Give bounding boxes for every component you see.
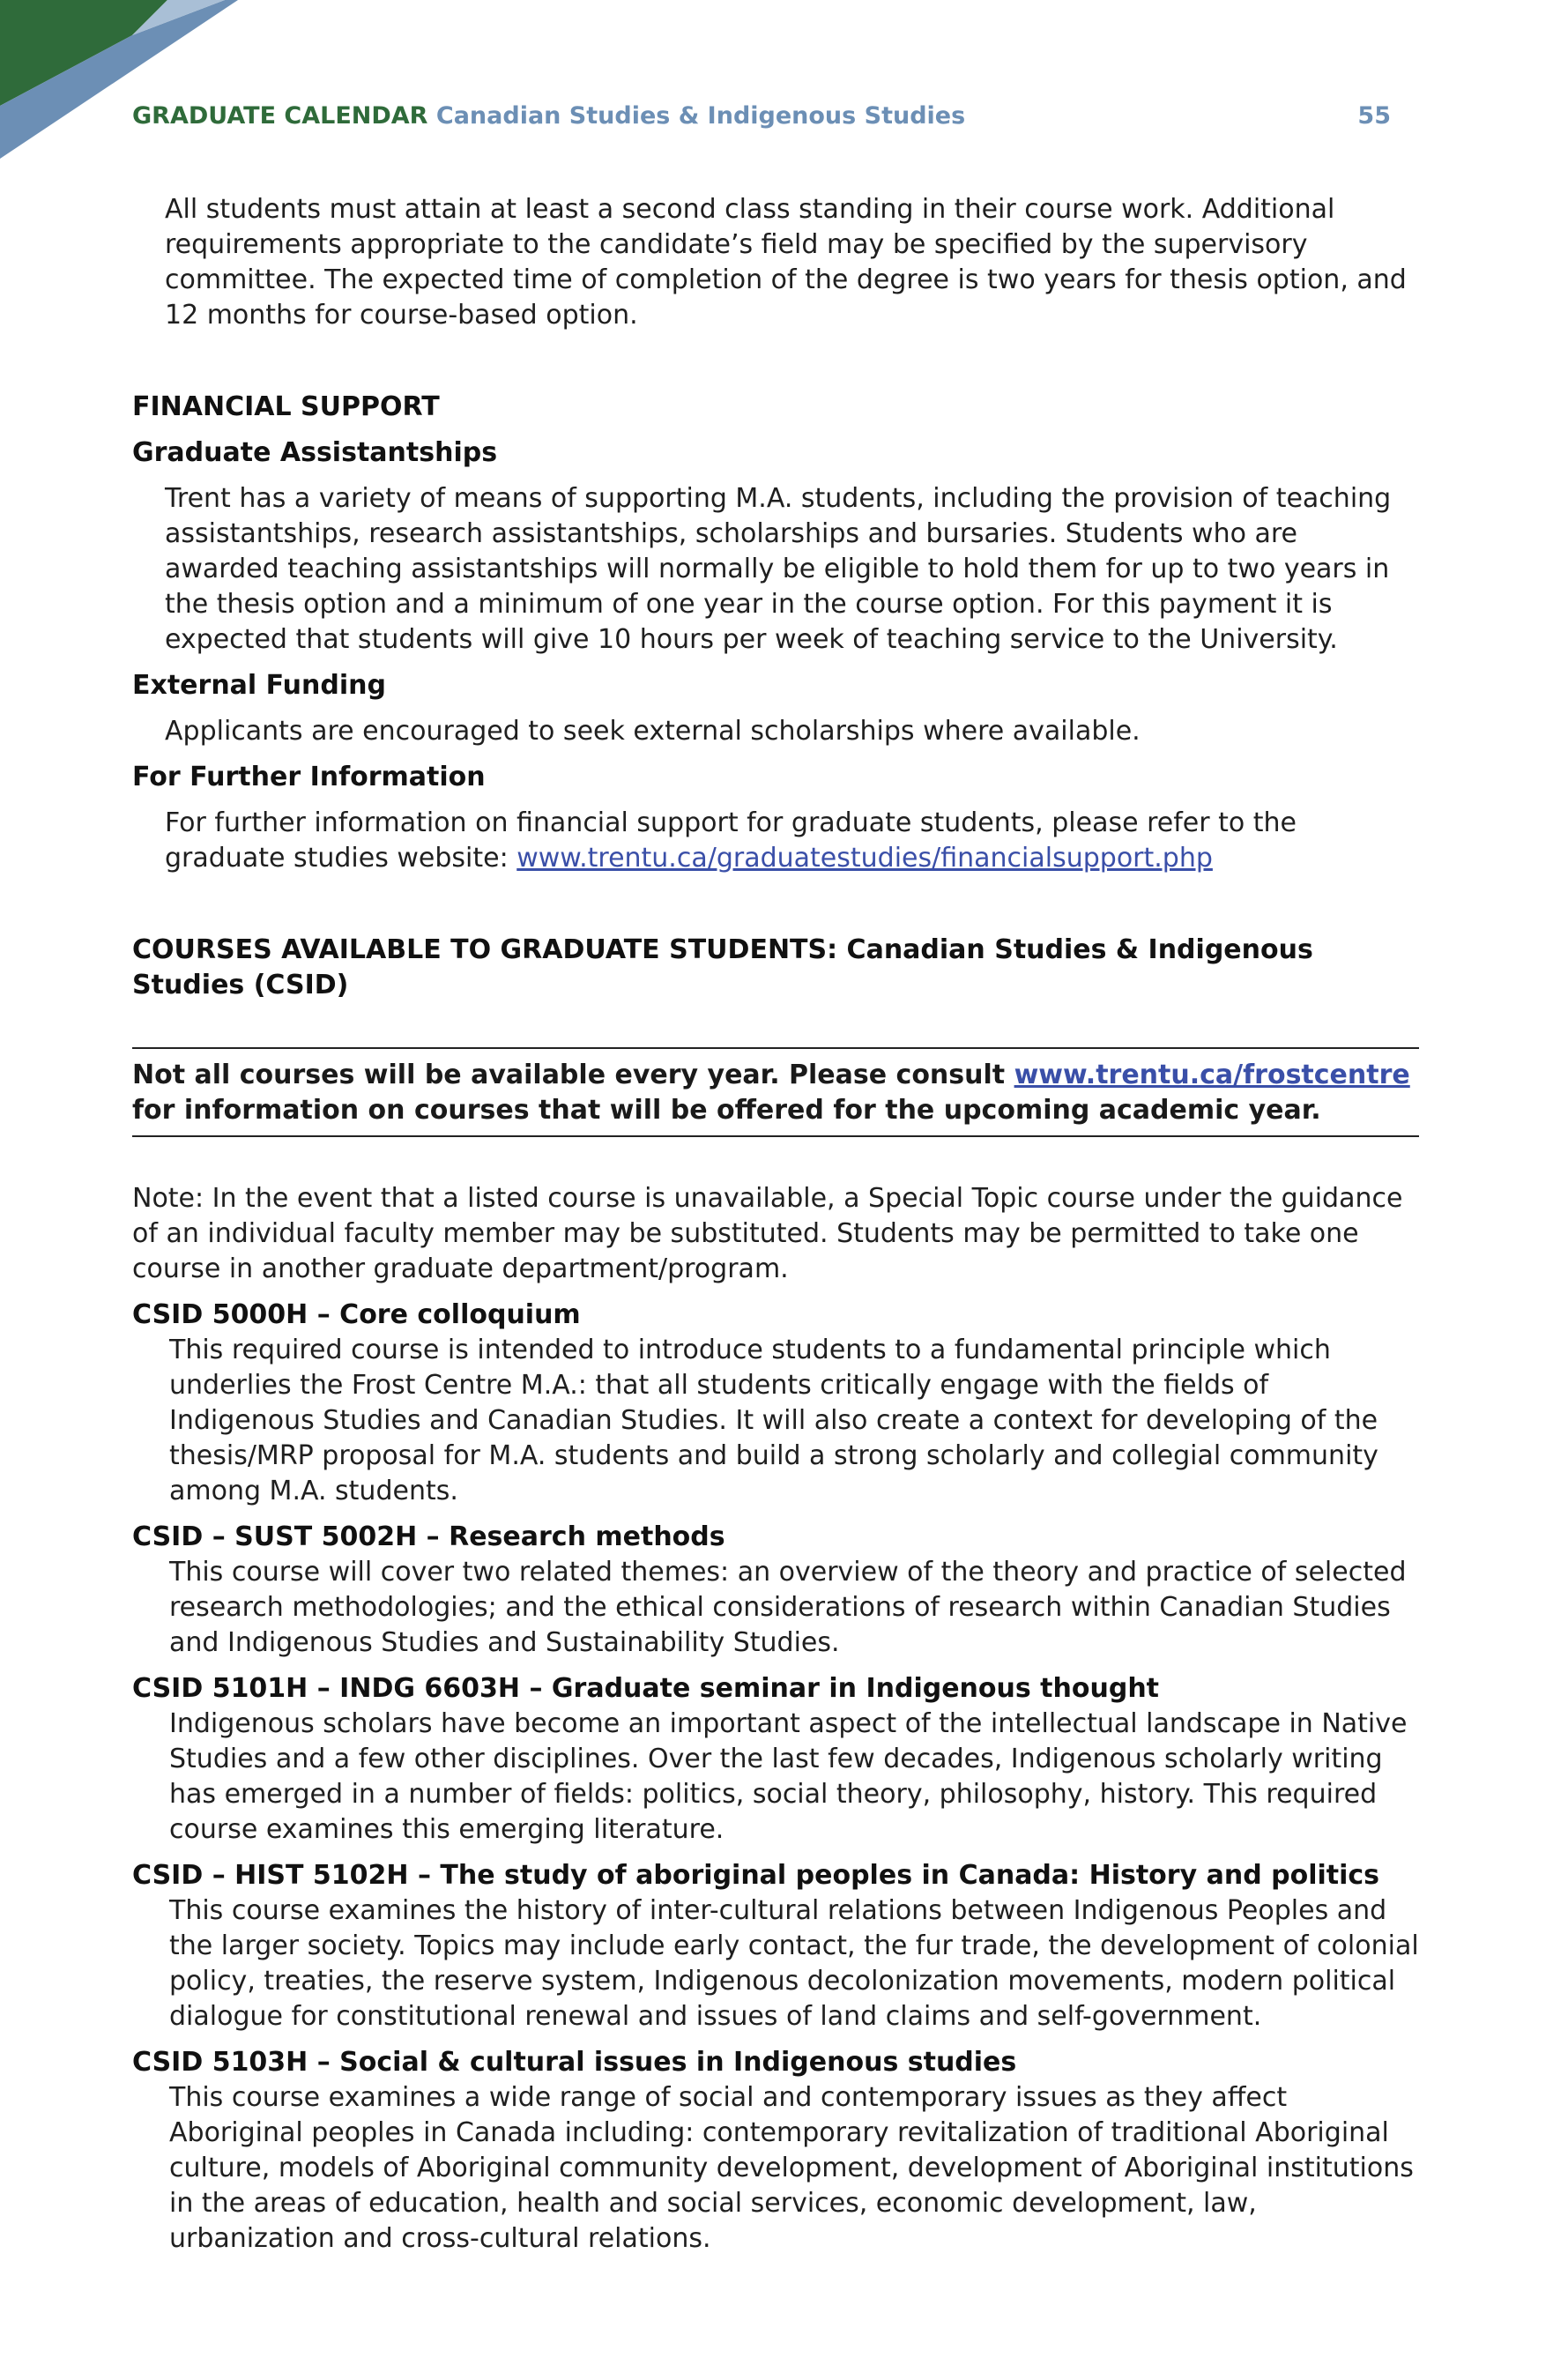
course-item	[132, 1858, 1419, 2034]
course-description: Indigenous scholars have become an important aspect of the intellectual landscape in Native Studies and a few other disciplines. Over the last few decades, Indigenous scholarly writing has emerged in a number of fields: politics, social theory, philosophy, history. This required course examines this emerging literature.	[169, 1708, 1408, 1845]
financial-support-link[interactable]: www.trentu.ca/graduatestudies/financialsupport.php	[516, 843, 1213, 874]
course-title: CSID 5103H – Social & cultural issues in Indigenous studies	[132, 2047, 1017, 2078]
further-information-heading: For Further Information	[132, 762, 486, 792]
notice-text-before: Not all courses will be available every year. Please consult	[132, 1060, 1014, 1090]
course-item	[132, 1671, 1419, 1848]
course-description: This course will cover two related themes: an overview of the theory and practice of selected research methodologies; and the ethical considerations of research within Canadian Studies and Indigenous Studies and Sustainability Studies.	[169, 1557, 1407, 1658]
course-description: This course examines the history of inter-cultural relations between Indigenous Peoples and the larger society. Topics may include early contact, the fur trade, the development of colonial policy, treaties, the reserve system, Indigenous decolonization movements, modern political dialogue for constitutional renewal and issues of land claims and self-government.	[169, 1895, 1419, 2032]
running-header	[132, 100, 1391, 132]
course-description: This required course is intended to introduce students to a fundamental principle which underlies the Frost Centre M.A.: that all students critically engage with the fields of Indigenous Studies and Canadian Studies. It will also create a context for developing of the thesis/MRP proposal for M.A. students and build a strong scholarly and collegial community among M.A. students.	[169, 1335, 1378, 1506]
notice-text-after: for information on courses that will be offered for the upcoming academic year.	[132, 1095, 1321, 1126]
further-information-sentence: For further information on financial support for graduate students, please refer to the graduate studies website:	[165, 807, 1297, 874]
graduate-assistantships-heading: Graduate Assistantships	[132, 437, 498, 468]
department-label: Canadian Studies & Indigenous Studies	[435, 102, 966, 130]
graduate-assistantships-text: Trent has a variety of means of supporting M.A. students, including the provision of teaching assistantships, research assistantships, scholarships and bursaries. Students who are awarded teaching assistantships will normally be eligible to hold them for up to two years in the thesis option and a minimum of one year in the course option. For this payment it is expected that students will give 10 hours per week of teaching service to the University.	[165, 483, 1392, 655]
calendar-label: GRADUATE CALENDAR	[132, 102, 428, 130]
course-item	[132, 2045, 1419, 2257]
course-description: This course examines a wide range of social and contemporary issues as they affect Aboriginal peoples in Canada including: contemporary revitalization of traditional Aboriginal culture, models of Aboriginal community development, development of Aboriginal institutions in the areas of education, health and social services, economic development, law, urbanization and cross-cultural relations.	[169, 2082, 1414, 2254]
external-funding-heading: External Funding	[132, 670, 386, 701]
financial-support-heading: FINANCIAL SUPPORT	[132, 391, 440, 422]
page-number: 55	[1357, 102, 1391, 130]
intro-paragraph: All students must attain at least a second class standing in their course work. Additional requirements appropriate to the candidate’s field may be specified by the supervisory committee. The expected time of completion of the degree is two years for thesis option, and 12 months for course-based option.	[165, 194, 1407, 331]
course-list	[132, 1298, 1419, 2257]
corner-decoration	[0, 0, 264, 159]
course-title: CSID – SUST 5002H – Research methods	[132, 1521, 725, 1552]
page-content	[132, 192, 1419, 2257]
further-information-text	[132, 806, 1419, 876]
frostcentre-link[interactable]: www.trentu.ca/frostcentre	[1014, 1060, 1410, 1090]
course-title: CSID 5000H – Core colloquium	[132, 1299, 581, 1330]
courses-heading: COURSES AVAILABLE TO GRADUATE STUDENTS: Canadian Studies & Indigenous Studies (CSID)	[132, 934, 1313, 1000]
course-title: CSID – HIST 5102H – The study of aboriginal peoples in Canada: History and politics	[132, 1860, 1380, 1891]
external-funding-text: Applicants are encouraged to seek external scholarships where available.	[165, 716, 1141, 747]
availability-notice	[132, 1047, 1419, 1137]
course-substitution-note: Note: In the event that a listed course is unavailable, a Special Topic course under the guidance of an individual faculty member may be substituted. Students may be permitted to take one course in another graduate department/program.	[132, 1183, 1403, 1284]
course-item	[132, 1520, 1419, 1661]
course-item	[132, 1298, 1419, 1509]
course-title: CSID 5101H – INDG 6603H – Graduate seminar in Indigenous thought	[132, 1673, 1160, 1704]
